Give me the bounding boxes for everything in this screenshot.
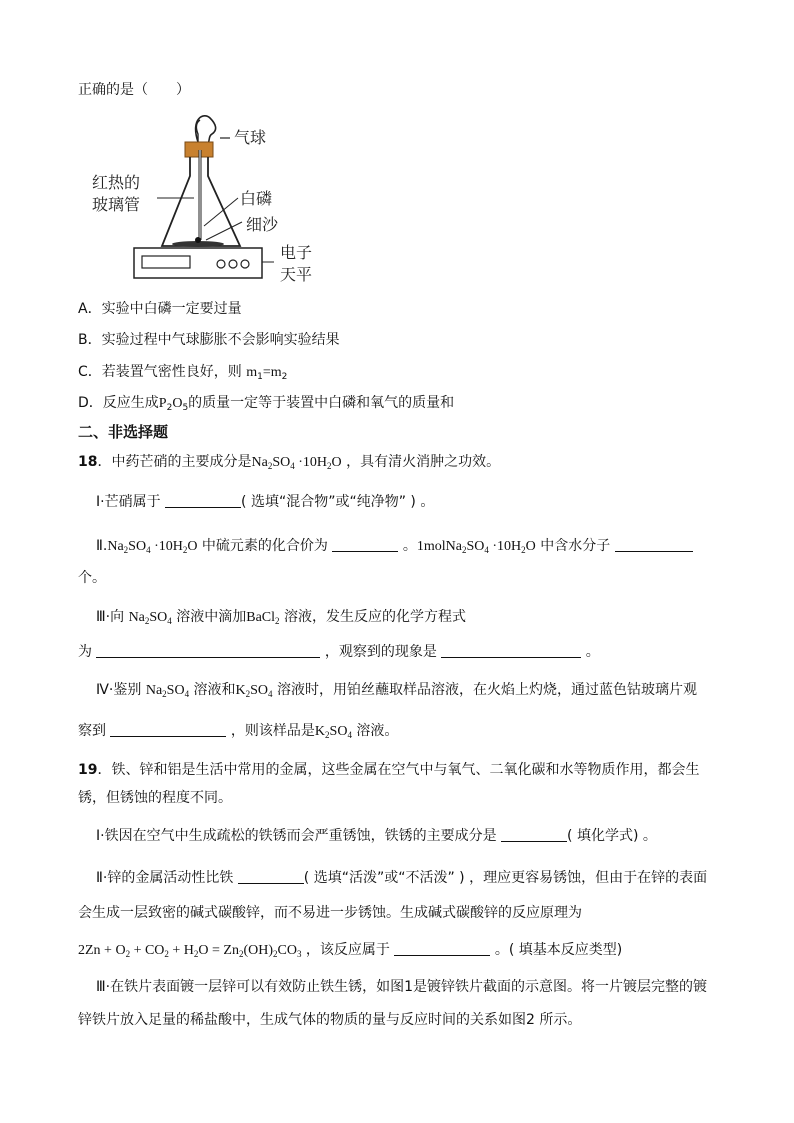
chemical-equation: $2Zn + O_2 + CO_2 + H_2O = Zn_2(OH)_2CO_3$ [78,943,302,959]
answer-blank[interactable] [332,536,398,552]
q19-part2-line2: 会生成一层致密的碱式碳酸锌，而不易进一步锈蚀。生成碱式碳酸锌的反应原理为 [78,905,582,921]
answer-blank[interactable] [96,642,320,658]
label-balloon: 气球 [234,128,267,147]
q19-stem: 19．铁、锌和铝是生活中常用的金属，这些金属在空气中与氧气、二氧化碳和水等物质作用，都会生 [78,762,700,778]
label-balance-1: 电子 [280,243,313,262]
option-c: C．若装置气密性良好，则 $m_1=m_2$ [78,364,288,382]
q18-part4-line2: 察到 ，则该样品是$K_2SO_4$ 溶液。 [78,723,399,740]
electronic-balance [134,248,262,278]
q18-part3: Ⅲ·向 $Na_2SO_4$ 溶液中滴加BaCl$_2$ 溶液，发生反应的化学方程式 [96,609,466,626]
q18-part3-line2: 为 ，观察到的现象是 。 [78,644,600,660]
q18-part1: Ⅰ·芒硝属于 ( 选填“混合物”或“纯净物” ) 。 [96,494,435,510]
option-d: D．反应生成$P_2O_5$的质量一定等于装置中白磷和氧气的质量和 [78,395,455,413]
q18-stem: 18．中药芒硝的主要成分是$Na_2SO_4 \cdot 10H_2O$ ，具有清火消肿之功效。 [78,454,501,471]
label-phosphorus: 白磷 [240,189,273,208]
q19-part3: Ⅲ·在铁片表面镀一层锌可以有效防止铁生锈，如图1是镀锌铁片截面的示意图。将一片镀层完整的镀 [96,979,708,995]
q19-equation-line: $2Zn + O_2 + CO_2 + H_2O = Zn_2(OH)_2CO_3$ ，该反应属于 。( 填基本反应类型) [78,942,623,959]
q19-stem-line2: 锈，但锈蚀的程度不同。 [78,790,232,806]
section-heading: 二、非选择题 [78,423,169,441]
balloon-icon [196,116,216,142]
label-glass-tube-2: 玻璃管 [92,195,141,214]
q18-part4: Ⅳ·鉴别 $Na_2SO_4$ 溶液和$K_2SO_4$ 溶液时，用铂丝蘸取样品溶液，在火焰上灼烧，通过蓝色钴玻璃片观 [96,682,697,699]
label-glass-tube-1: 红热的 [92,173,141,192]
q17-stem-tail: 正确的是（ ） [78,82,190,98]
label-balance-2: 天平 [280,265,313,284]
q18-part2-tail: 个。 [78,570,106,586]
option-b: B．实验过程中气球膨胀不会影响实验结果 [78,332,340,348]
q19-part3-line2: 锌铁片放入足量的稀盐酸中，生成气体的物质的量与反应时间的关系如图2 所示。 [78,1012,582,1028]
answer-blank[interactable] [501,826,567,842]
answer-blank[interactable] [615,536,693,552]
option-a: A．实验中白磷一定要过量 [78,301,242,317]
q18-part2: $Ⅱ.Na_2SO_4 \cdot 10H_2O$ 中硫元素的化合价为 。$1molNa_2SO_4 \cdot 10H_2O$ 中含水分子 [96,536,693,560]
apparatus-figure [90,112,330,290]
q19-part2: Ⅱ·锌的金属活动性比铁 ( 选填“活泼”或“不活泼” ) ，理应更容易锈蚀，但由于在锌的表面 [96,870,708,886]
answer-blank[interactable] [165,492,241,508]
answer-blank[interactable] [394,940,490,956]
label-sand: 细沙 [246,215,279,234]
answer-blank[interactable] [441,642,581,658]
answer-blank[interactable] [110,721,226,737]
q19-part1: Ⅰ·铁因在空气中生成疏松的铁锈而会严重锈蚀，铁锈的主要成分是 ( 填化学式) 。 [96,828,657,844]
answer-blank[interactable] [238,868,304,884]
white-phosphorus [195,237,201,243]
